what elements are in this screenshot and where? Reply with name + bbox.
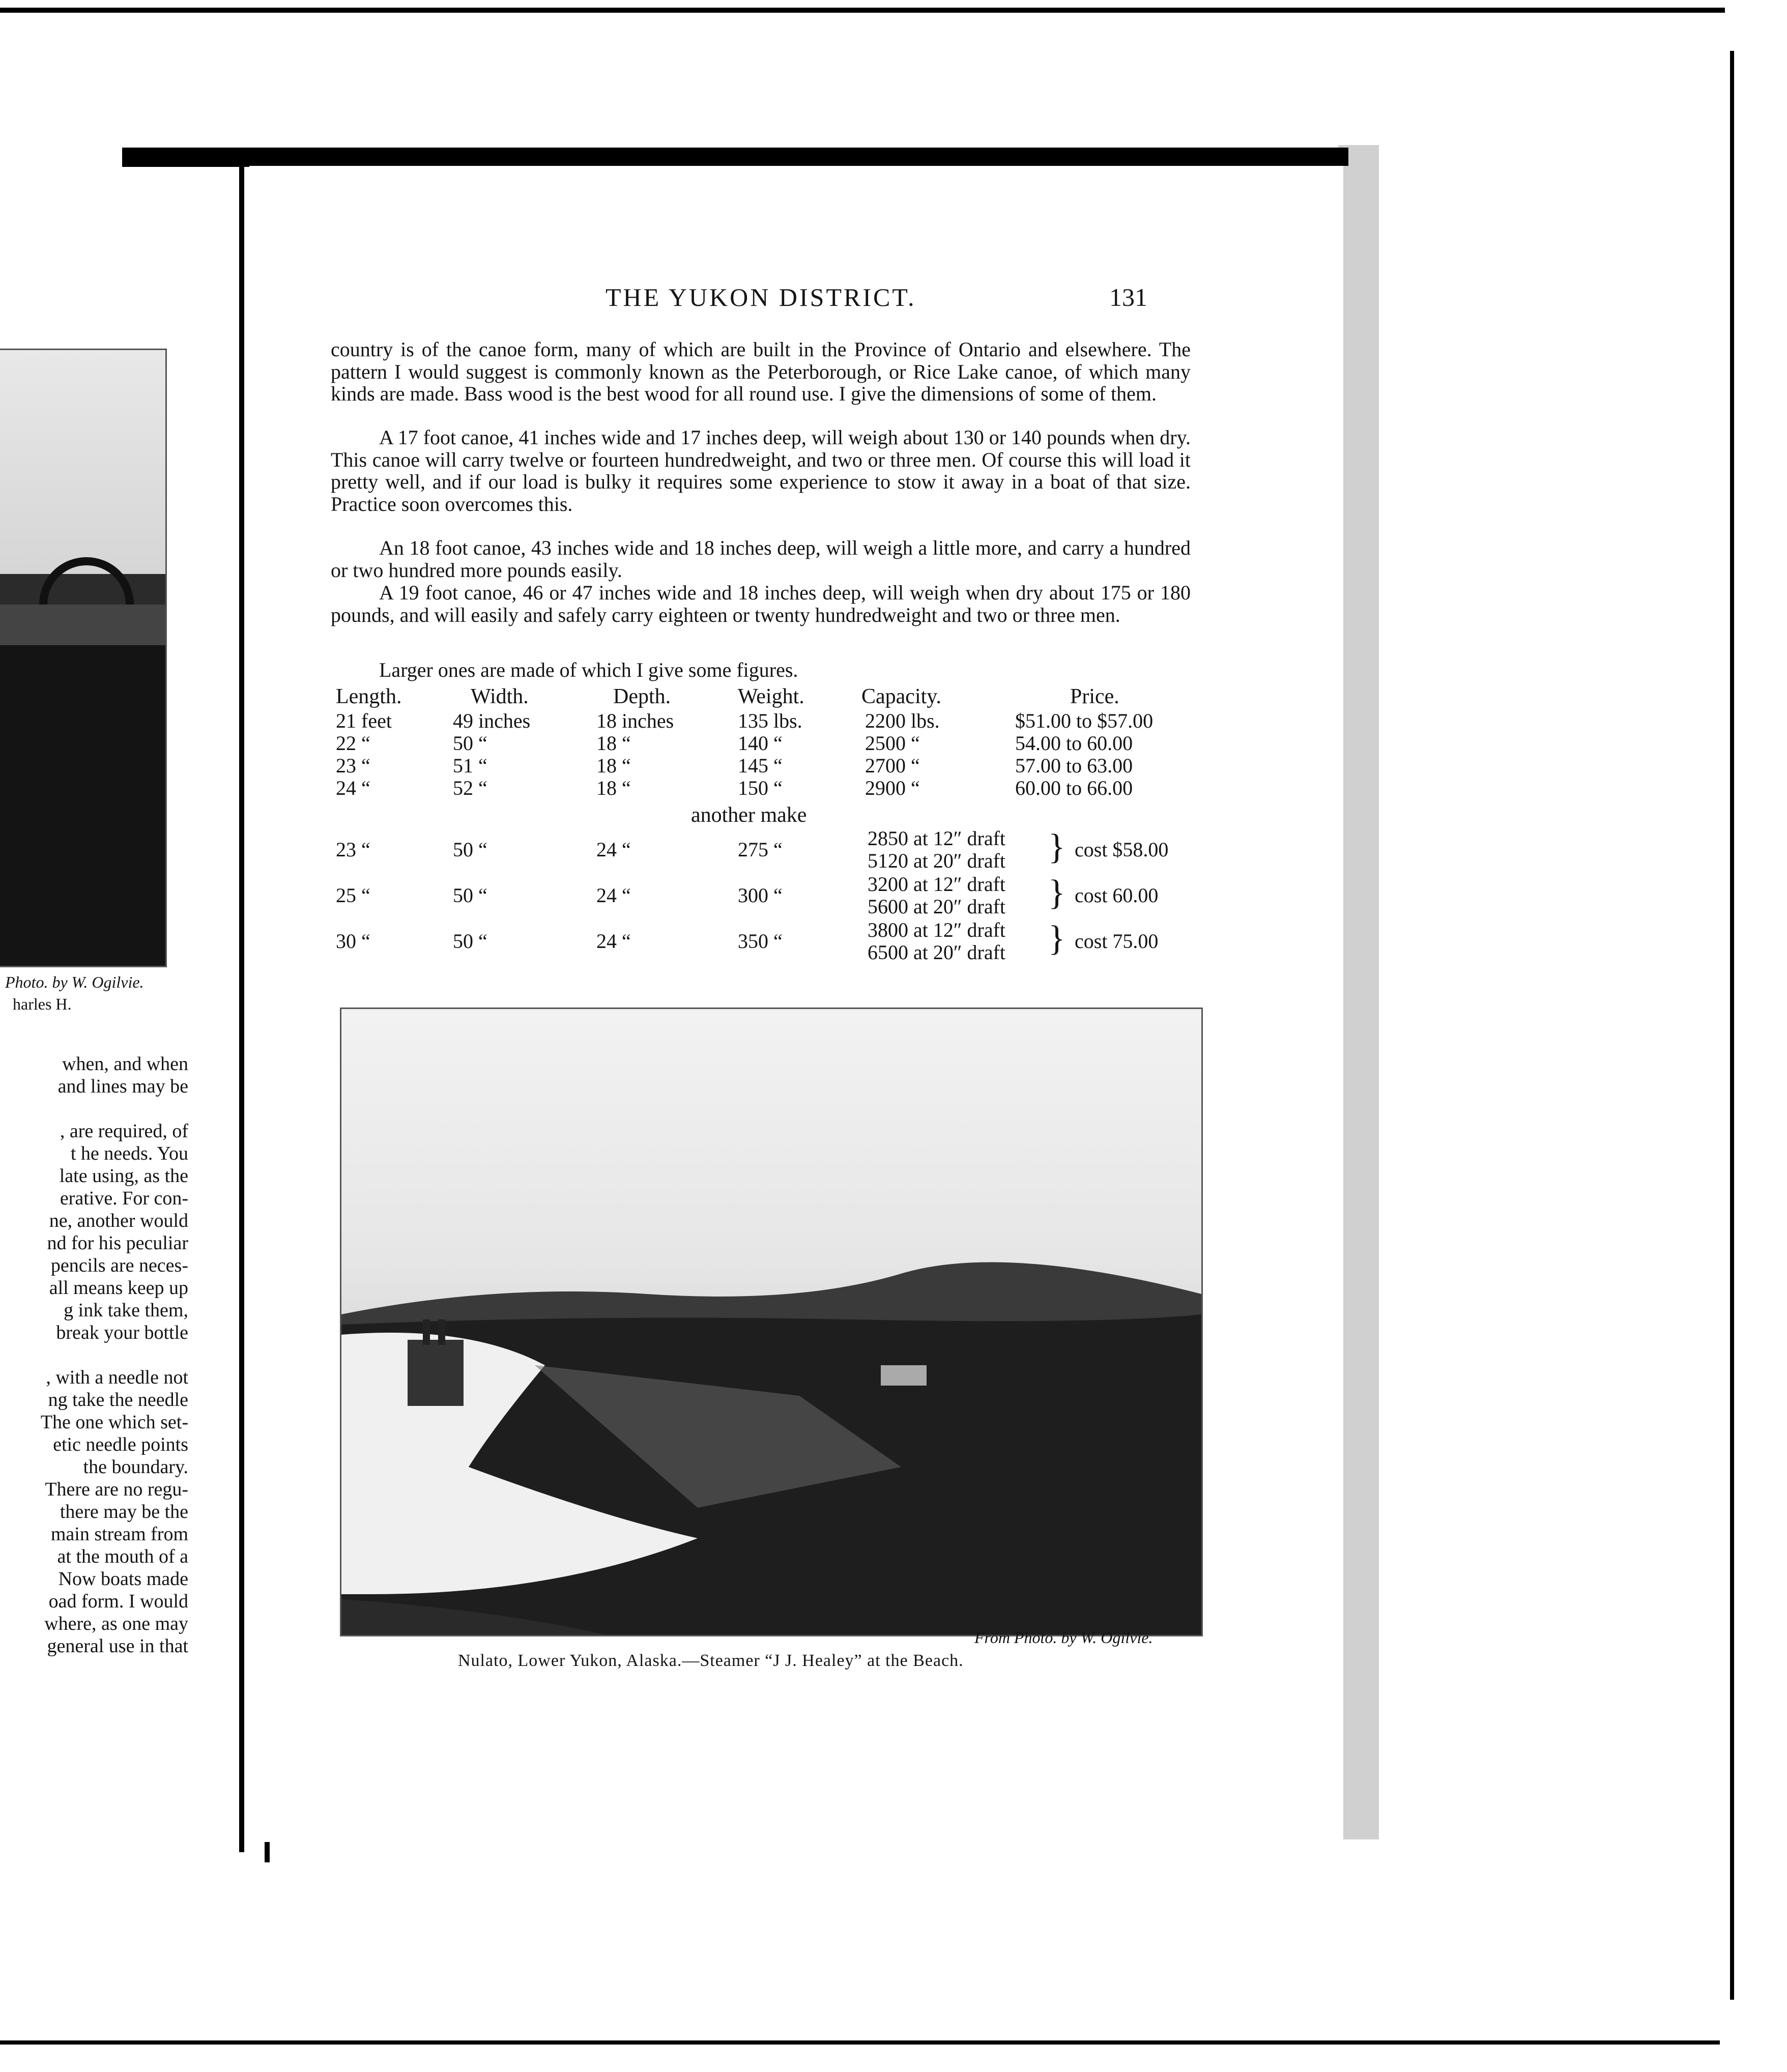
brace-icon: } xyxy=(1048,919,1065,958)
table-cell: 50 “ xyxy=(453,884,487,907)
left-page-line: nd for his peculiar xyxy=(47,1232,188,1254)
table-cell: 300 “ xyxy=(738,884,783,907)
table-cell: 23 “ xyxy=(336,838,370,861)
gutter-rule xyxy=(239,153,244,1852)
main-page-top-rule xyxy=(239,148,1348,166)
table-cell: 140 “ xyxy=(738,732,783,755)
left-page-line: erative. For con- xyxy=(60,1188,188,1209)
left-page-line: break your bottle xyxy=(56,1322,188,1343)
table-cell: 24 “ xyxy=(596,884,631,907)
table-cell: 50 “ xyxy=(453,732,487,755)
bottom-scan-edge xyxy=(0,2040,1720,2045)
brace-icon: } xyxy=(1048,827,1065,867)
cost: cost 60.00 xyxy=(1075,884,1159,907)
page-number: 131 xyxy=(1109,283,1147,311)
table-header-capacity: Capacity. xyxy=(861,685,942,708)
table-cell: 24 “ xyxy=(336,776,370,799)
table-cell: 2200 lbs. xyxy=(865,709,940,732)
left-page-line: there may be the xyxy=(60,1501,188,1522)
table-cell: 60.00 to 66.00 xyxy=(1015,776,1133,799)
left-page-line: the boundary. xyxy=(83,1456,188,1478)
capacity-12in: 3200 at 12″ draft xyxy=(868,873,1006,896)
paragraph-1: country is of the canoe form, many of which are built in the Province of Ontario and elsewhere. The pattern I would suggest is commonly known as the Peterborough, or Rice Lake canoe, of which many kinds are made. Bass wood is the best wood for all round use. I give the dimensions of some of them. xyxy=(331,338,1191,405)
table-cell: 18 “ xyxy=(596,754,631,777)
paragraph-4: A 19 foot canoe, 46 or 47 inches wide and 18 inches deep, will weigh when dry about 175 or 180 pounds, and will easily and safely carry eighteen or twenty hundredweight and two or three men. xyxy=(331,581,1191,626)
left-page-line: ne, another would xyxy=(49,1210,188,1231)
steamboat-illustration xyxy=(0,350,165,966)
paragraph-2: A 17 foot canoe, 41 inches wide and 17 inches deep, will weigh about 130 or 140 pounds when dry. This canoe will carry twelve or fourteen hundredweight, and two or three men. Of course this will load it pretty well, and if our load is bulky it requires some experience to stow it away in a boat of that size. Practice soon overcomes this. xyxy=(331,426,1191,515)
table-cell: 25 “ xyxy=(336,884,370,907)
table-cell: 23 “ xyxy=(336,754,370,777)
left-page-line: when, and when xyxy=(62,1053,188,1075)
left-page-photo xyxy=(0,349,167,967)
capacity-12in: 3800 at 12″ draft xyxy=(868,918,1006,941)
left-page-line: t he needs. You xyxy=(70,1143,188,1164)
cost: cost 75.00 xyxy=(1075,930,1159,953)
table-cell: 30 “ xyxy=(336,930,370,953)
table-divider: another make xyxy=(691,803,807,827)
table-cell: 21 feet xyxy=(336,709,392,732)
table-cell: 2700 “ xyxy=(865,754,920,777)
left-page-line: There are no regu- xyxy=(45,1479,188,1500)
table-cell: 24 “ xyxy=(596,930,631,953)
table-header-depth: Depth. xyxy=(613,685,671,708)
table-cell: 50 “ xyxy=(453,838,487,861)
capacity-20in: 6500 at 20″ draft xyxy=(868,941,1006,964)
left-page-line: , are required, of xyxy=(60,1120,188,1142)
left-page-line: general use in that xyxy=(47,1635,188,1657)
table-cell: 22 “ xyxy=(336,732,370,755)
capacity-20in: 5600 at 20″ draft xyxy=(868,895,1006,918)
table-cell: $51.00 to $57.00 xyxy=(1015,709,1154,732)
table-cell: 51 “ xyxy=(453,754,487,777)
left-photo-caption: harles H. xyxy=(13,995,72,1013)
left-page-line: ng take the needle xyxy=(48,1389,188,1411)
table-cell: 135 lbs. xyxy=(738,709,802,732)
left-page-line: g ink take them, xyxy=(64,1300,188,1321)
table-cell: 18 “ xyxy=(596,732,631,755)
left-page-line: all means keep up xyxy=(49,1277,188,1299)
table-cell: 145 “ xyxy=(738,754,783,777)
table-cell: 18 “ xyxy=(596,776,631,799)
table-cell: 54.00 to 60.00 xyxy=(1015,732,1133,755)
top-scan-edge xyxy=(0,8,1725,13)
left-page-line: and lines may be xyxy=(57,1076,188,1097)
left-page-line: etic needle points xyxy=(53,1434,188,1455)
table-cell: 350 “ xyxy=(738,930,783,953)
left-page-line: at the mouth of a xyxy=(57,1546,188,1567)
left-page-line: , with a needle not xyxy=(46,1367,188,1388)
table-cell: 57.00 to 63.00 xyxy=(1015,754,1133,777)
table-cell: 49 inches xyxy=(453,709,531,732)
table-header-length: Length. xyxy=(336,685,402,708)
left-page-line: The one which set- xyxy=(40,1412,188,1433)
page-shadow xyxy=(1338,145,1379,1839)
table-header-width: Width. xyxy=(471,685,529,708)
left-page-line: late using, as the xyxy=(59,1165,188,1187)
left-page-line: Now boats made xyxy=(58,1568,188,1590)
table-header-weight: Weight. xyxy=(738,685,804,708)
table-cell: 52 “ xyxy=(453,776,487,799)
photo-credit: From Photo. by W. Ogilvie. xyxy=(974,1628,1153,1647)
table-cell: 18 inches xyxy=(596,709,674,732)
left-page-line: oad form. I would xyxy=(48,1591,188,1612)
left-page-line: pencils are neces- xyxy=(50,1255,188,1276)
table-cell: 50 “ xyxy=(453,930,487,953)
brace-icon: } xyxy=(1048,873,1065,912)
capacity-20in: 5120 at 20″ draft xyxy=(868,849,1006,872)
table-header-price: Price. xyxy=(1070,685,1119,708)
cost: cost $58.00 xyxy=(1075,838,1169,861)
table-cell: 150 “ xyxy=(738,776,783,799)
right-scan-edge xyxy=(1730,51,1734,2000)
photo-caption: Nulato, Lower Yukon, Alaska.—Steamer “J J. Healey” at the Beach. xyxy=(458,1651,964,1670)
table-cell: 2900 “ xyxy=(865,776,920,799)
capacity-12in: 2850 at 12″ draft xyxy=(868,827,1006,850)
table-cell: 24 “ xyxy=(596,838,631,861)
photo-nulato xyxy=(340,1008,1203,1636)
paragraph-5: Larger ones are made of which I give some figures. xyxy=(379,658,798,681)
running-header: THE YUKON DISTRICT. xyxy=(606,283,916,311)
paragraph-3: An 18 foot canoe, 43 inches wide and 18 inches deep, will weigh a little more, and carry a hundred or two hundred more pounds easily. xyxy=(331,536,1191,582)
table-cell: 2500 “ xyxy=(865,732,920,755)
left-page-line: main stream from xyxy=(50,1523,188,1545)
left-photo-credit: Photo. by W. Ogilvie. xyxy=(5,973,144,991)
left-page-line: where, as one may xyxy=(44,1613,188,1634)
table-cell: 275 “ xyxy=(738,838,783,861)
river-landscape-illustration xyxy=(341,1009,1201,1635)
